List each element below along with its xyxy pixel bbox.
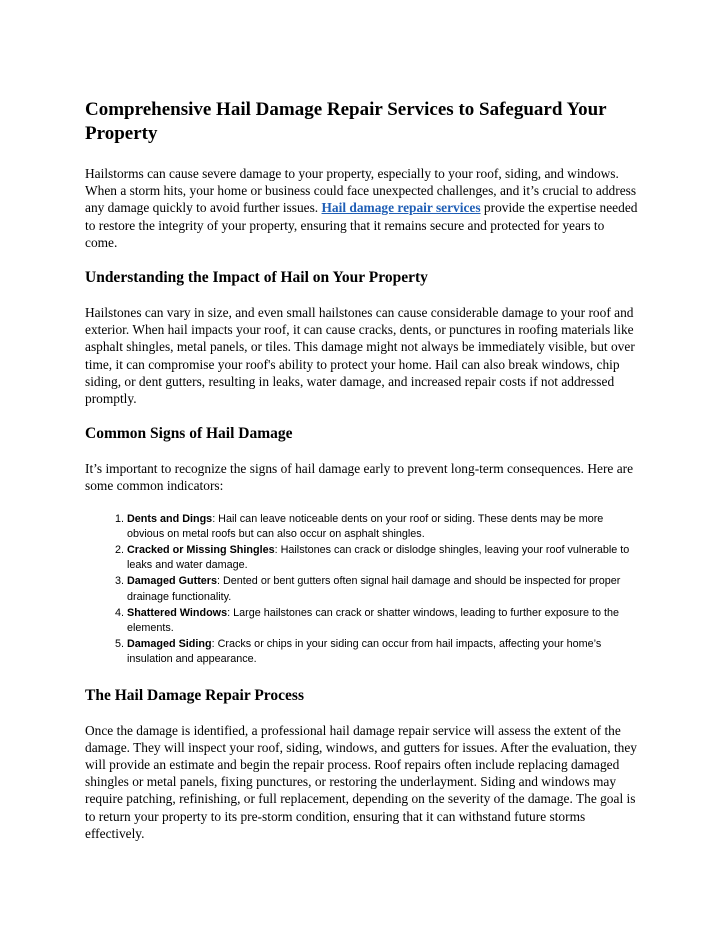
- impact-paragraph: Hailstones can vary in size, and even small hailstones can cause considerable damage to your roof and exterior. When hail impacts your roof, it can cause cracks, dents, or punctures in roofing materials like asphalt shingles, metal panels, or tiles. This damage might not always be immediately visible, but over time, it can compromise your roof's ability to protect your home. Hail can also break windows, chip siding, or dent gutters, resulting in leaks, water damage, and increased repair costs if not addressed promptly.: [85, 305, 635, 407]
- section-heading-process: The Hail Damage Repair Process: [85, 686, 304, 704]
- signs-list: [85, 512, 640, 668]
- intro-paragraph: [85, 165, 640, 251]
- section-heading-signs: Common Signs of Hail Damage: [85, 425, 293, 443]
- list-item-term: Damaged Gutters: [127, 575, 217, 588]
- list-item-text: : Large hailstones can crack or shatter windows, leading to further exposure to the elements.: [127, 606, 619, 635]
- list-item-text: : Dented or bent gutters often signal hail damage and should be inspected for proper drainage functionality.: [127, 575, 621, 603]
- list-item: [127, 574, 640, 604]
- list-item-term: Shattered Windows: [127, 606, 228, 619]
- section-heading-impact: Understanding the Impact of Hail on Your Property: [85, 269, 428, 287]
- list-item-term: Dents and Dings: [127, 512, 213, 525]
- list-item-term: Damaged Siding: [127, 638, 212, 651]
- list-item-text: : Cracks or chips in your siding can occur from hail impacts, affecting your home’s insulation and appearance.: [127, 638, 602, 666]
- list-item: [127, 637, 640, 667]
- list-item: [127, 606, 640, 636]
- list-item: [127, 543, 640, 573]
- list-item: [127, 512, 640, 542]
- hail-damage-repair-link[interactable]: Hail damage repair services: [321, 200, 481, 216]
- intro-text-before-link: Hailstorms can cause severe damage to your property, especially to your roof, siding, and windows. When a storm hits, your home or business could face unexpected challenges, and it’s crucial to address any damage quickly to avoid further issues.: [85, 166, 637, 216]
- intro-text-after-link: provide the expertise needed to restore the integrity of your property, ensuring that it remains secure and protected for years to come.: [85, 200, 638, 250]
- document-title: Comprehensive Hail Damage Repair Services to Safeguard Your Property: [85, 99, 607, 144]
- list-item-text: : Hailstones can crack or dislodge shingles, leaving your roof vulnerable to leaks and water damage.: [127, 544, 630, 572]
- document-page: [85, 98, 640, 859]
- list-item-term: Cracked or Missing Shingles: [127, 544, 275, 557]
- signs-intro-paragraph: It’s important to recognize the signs of hail damage early to prevent long-term consequences. Here are some common indicators:: [85, 461, 634, 494]
- process-paragraph: Once the damage is identified, a professional hail damage repair service will assess the extent of the damage. They will inspect your roof, siding, windows, and gutters for issues. After the evaluation, they will provide an estimate and begin the repair process. Roof repairs often include replacing damaged shingles or metal panels, fixing punctures, or restoring the underlayment. Siding and windows may require patching, refinishing, or full replacement, depending on the severity of the damage. The goal is to return your property to its pre-storm condition, ensuring that it can withstand future storms effectively.: [85, 722, 638, 841]
- list-item-text: : Hail can leave noticeable dents on your roof or siding. These dents may be more obvious on metal roofs but can also occur on asphalt shingles.: [127, 512, 604, 540]
